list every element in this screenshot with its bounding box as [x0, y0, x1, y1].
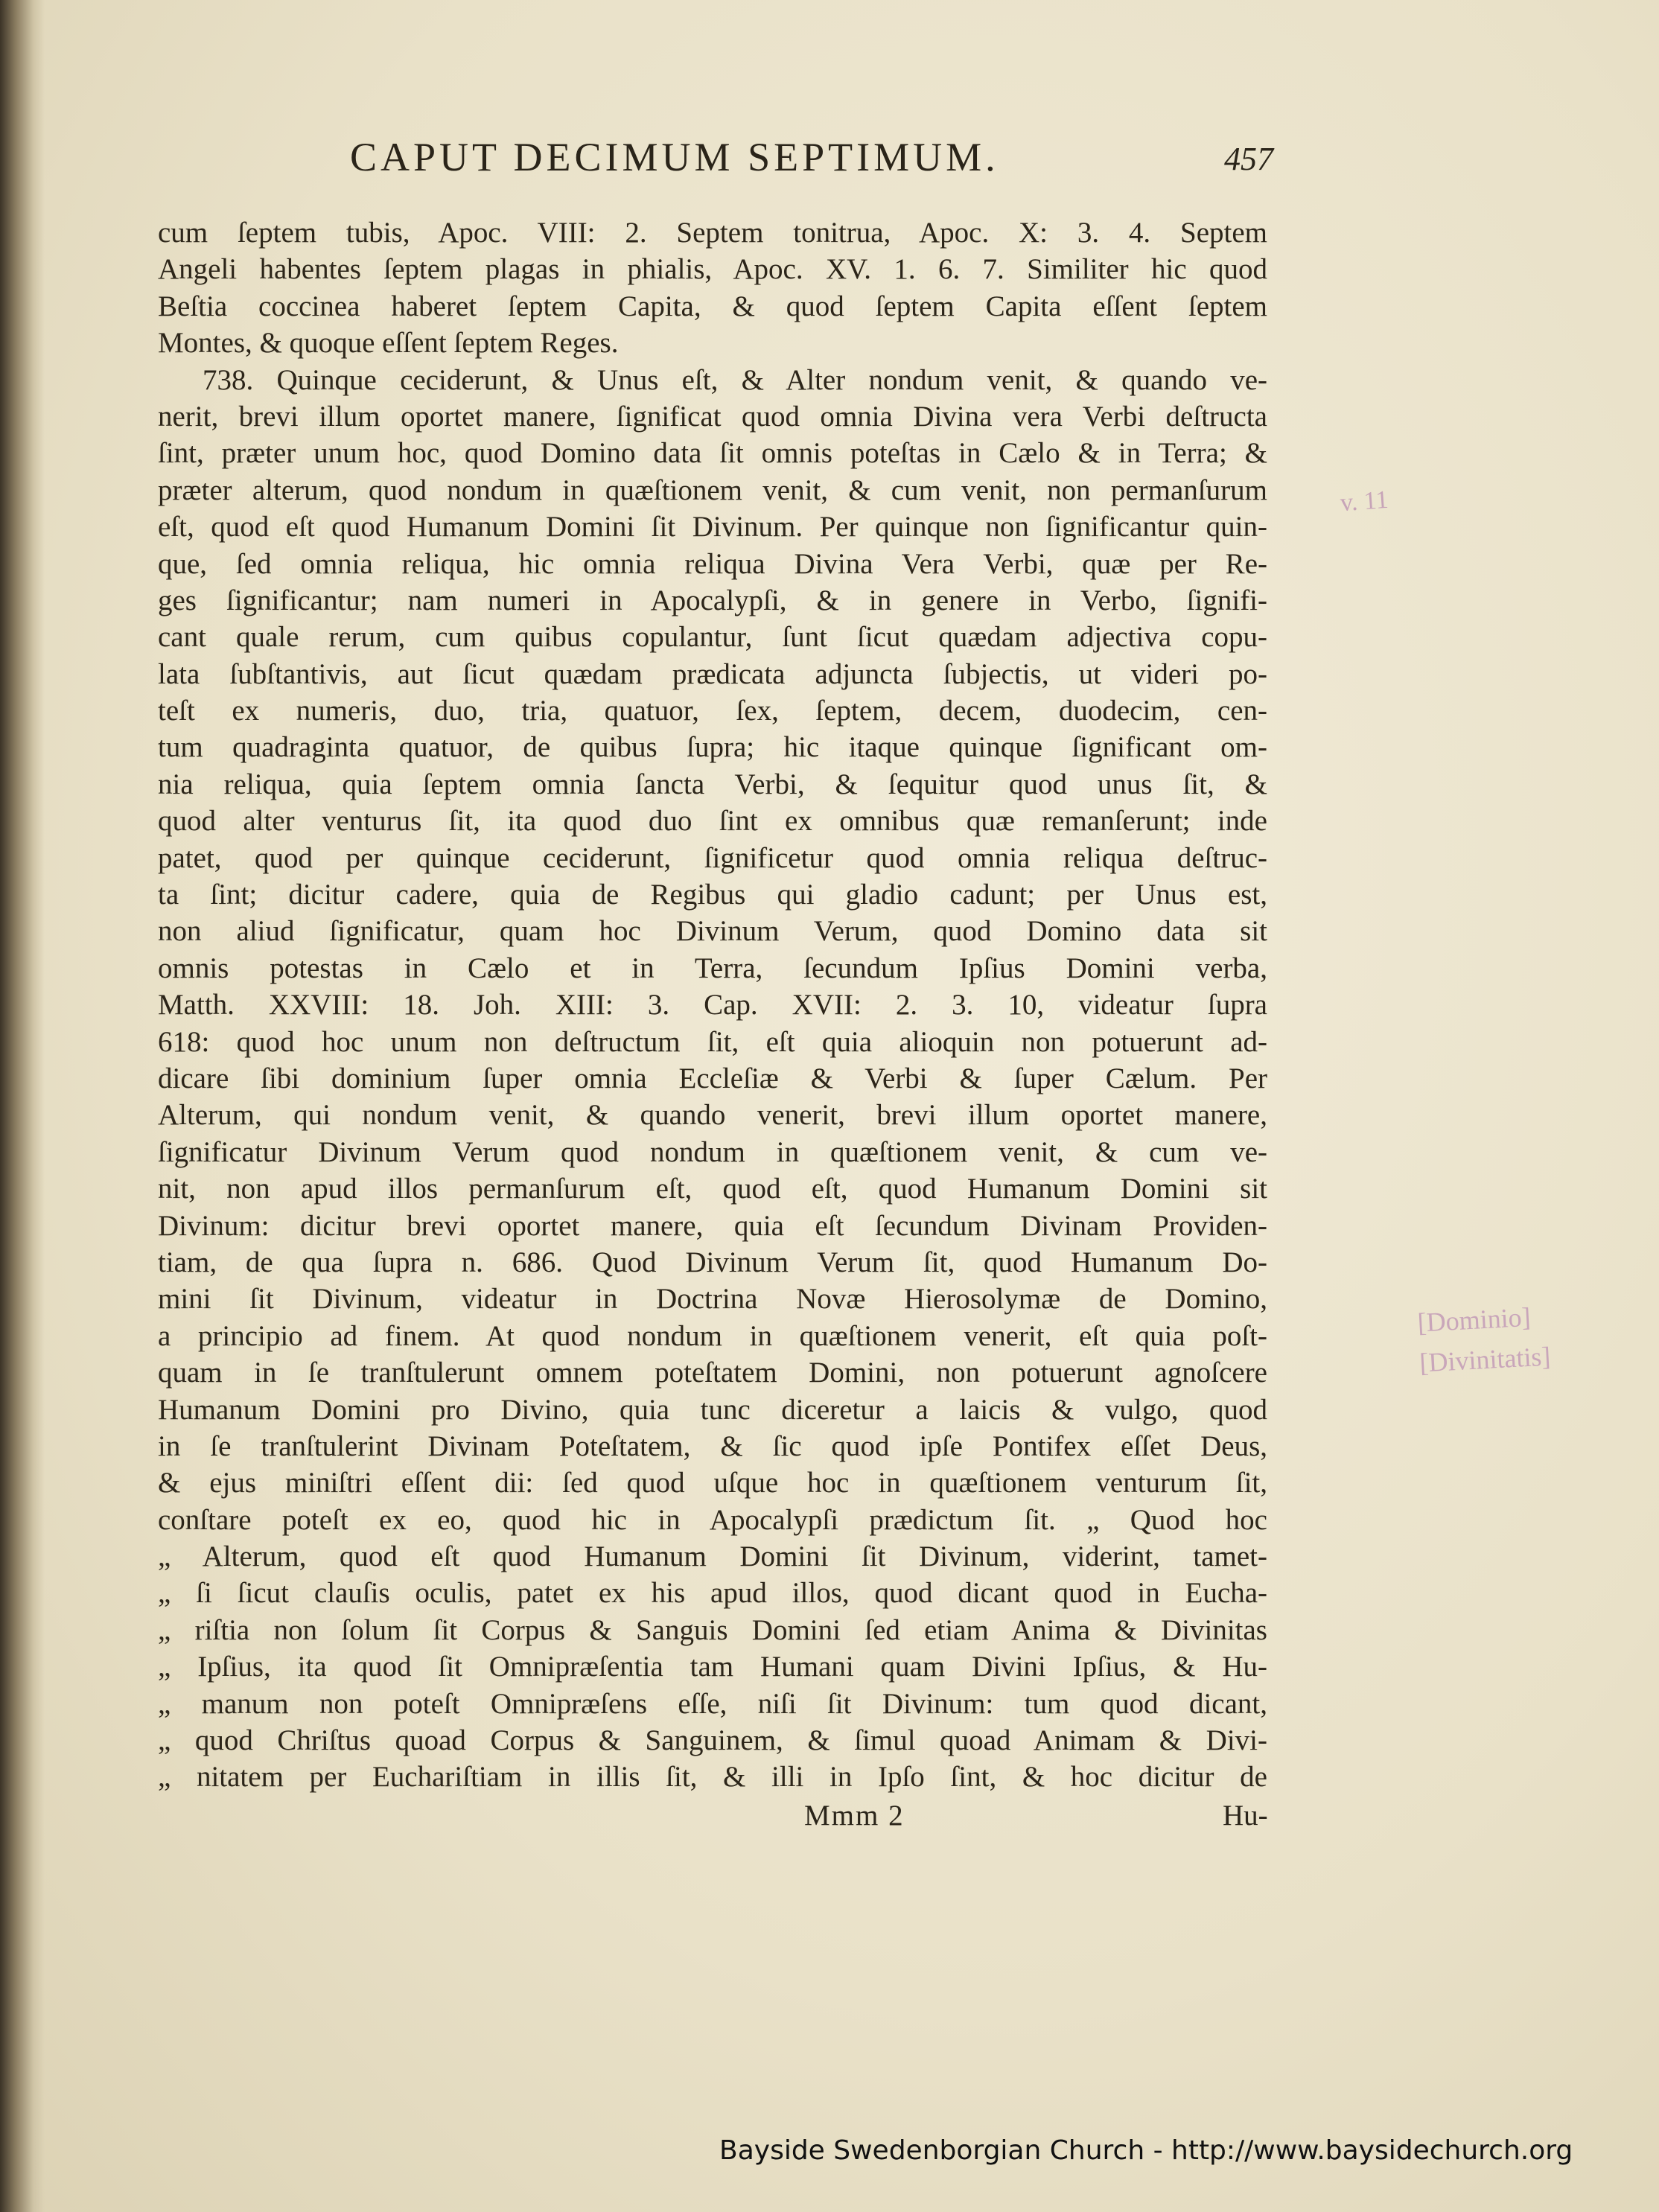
text-line: „ nitatem per Euchariſtiam in illis ſit, & illi in Ipſo ſint, & hoc dicitur de [158, 1761, 1267, 1794]
text-line: quam in ſe tranſtulerunt omnem poteſtatem Domini, non potuerunt agnoſcere [158, 1357, 1267, 1389]
text-line: Angeli habentes ſeptem plagas in phialis, Apoc. XV. 1. 6. 7. Similiter hic quod [158, 253, 1267, 286]
text-line: patet, quod per quinque ceciderunt, ſignificetur quod omnia reliqua deſtruc- [158, 841, 1267, 874]
text-line: 738. Quinque ceciderunt, & Unus eſt, & Alter nondum venit, & quando ve- [203, 363, 1267, 396]
text-line: Matth. XXVIII: 18. Joh. XIII: 3. Cap. XVII: 2. 3. 10, videatur ſupra [158, 989, 1267, 1021]
text-line: nerit, brevi illum oportet manere, ſignificat quod omnia Divina vera Verbi deſtructa [158, 400, 1267, 433]
text-line: „ Alterum, quod eſt quod Humanum Domini ſit Divinum, viderint, tamet- [158, 1540, 1267, 1573]
text-line: 618: quod hoc unum non deſtructum ſit, eſt quia alioquin non potuerunt ad- [158, 1025, 1267, 1058]
text-line: nit, non apud illos permanſurum eſt, quod eſt, quod Humanum Domini sit [158, 1173, 1267, 1205]
text-line: teſt ex numeris, duo, tria, quatuor, ſex, ſeptem, decem, duodecim, cen- [158, 695, 1267, 727]
margin-note-line: [Dominio] [1416, 1301, 1532, 1338]
text-line: non aliud ſignificatur, quam hoc Divinum Verum, quod Domino data sit [158, 915, 1267, 948]
page-header [350, 134, 1273, 186]
body-text [158, 214, 1267, 1796]
running-head: CAPUT DECIMUM SEPTIMUM. [350, 135, 999, 179]
text-line: ſint, præter unum hoc, quod Domino data ſit omnis poteſtas in Cælo & in Terra; & [158, 437, 1267, 470]
text-line: ſignificatur Divinum Verum quod nondum in quæſtionem venit, & cum ve- [158, 1135, 1267, 1168]
signature-mark: Mmm 2 [804, 1800, 905, 1832]
text-line: mini ſit Divinum, videatur in Doctrina Novæ Hierosolymæ de Domino, [158, 1283, 1267, 1316]
text-line: ta ſint; dicitur cadere, quia de Regibus qui gladio cadunt; per Unus est, [158, 879, 1267, 911]
footer-credit: Bayside Swedenborgian Church - http://www.baysidechurch.org [719, 2135, 1573, 2166]
margin-note: v. 11 [1339, 485, 1389, 517]
text-line: lata ſubſtantivis, aut ſicut quædam prædicata adjuncta ſubjectis, ut videri po- [158, 657, 1267, 690]
text-line: cant quale rerum, cum quibus copulantur, ſunt ſicut quædam adjectiva copu- [158, 621, 1267, 654]
text-line: ges ſignificantur; nam numeri in Apocalypſi, & in genere in Verbo, ſignifi- [158, 584, 1267, 616]
page-number: 457 [1224, 141, 1273, 177]
text-line: nia reliqua, quia ſeptem omnia ſancta Verbi, & ſequitur quod unus ſit, & [158, 768, 1267, 800]
text-line: conſtare poteſt ex eo, quod hic in Apocalypſi prædictum ſit. „ Quod hoc [158, 1503, 1267, 1536]
text-line: cum ſeptem tubis, Apoc. VIII: 2. Septem tonitrua, Apoc. X: 3. 4. Septem [158, 217, 1267, 249]
text-line: Humanum Domini pro Divino, quia tunc diceretur a laicis & vulgo, quod [158, 1393, 1267, 1426]
text-line: Montes, & quoque eſſent ſeptem Reges. [158, 327, 619, 360]
text-line: que, ſed omnia reliqua, hic omnia reliqua Divina Vera Verbi, quæ per Re- [158, 547, 1267, 580]
text-line: omnis potestas in Cælo et in Terra, ſecundum Ipſius Domini verba, [158, 952, 1267, 984]
text-line: „ Ipſius, ita quod ſit Omnipræſentia tam Humani quam Divini Ipſius, & Hu- [158, 1651, 1267, 1683]
margin-note-line: [Divinitatis] [1418, 1341, 1552, 1378]
text-line: quod alter venturus ſit, ita quod duo ſint ex omnibus quæ remanſerunt; inde [158, 805, 1267, 838]
text-line: tum quadraginta quatuor, de quibus ſupra; hic itaque quinque ſignificant om- [158, 731, 1267, 764]
text-line: „ riſtia non ſolum ſit Corpus & Sanguis Domini ſed etiam Anima & Divinitas [158, 1613, 1267, 1646]
text-line: „ manum non poteſt Omnipræſens eſſe, niſi ſit Divinum: tum quod dicant, [158, 1687, 1267, 1720]
text-line: a principio ad finem. At quod nondum in quæſtionem venerit, eſt quia poſt- [158, 1319, 1267, 1352]
text-line: eſt, quod eſt quod Humanum Domini ſit Divinum. Per quinque non ſignificantur quin- [158, 511, 1267, 544]
text-line: „ ſi ſicut clauſis oculis, patet ex his apud illos, quod dicant quod in Eucha- [158, 1577, 1267, 1610]
text-line: „ quod Chriſtus quoad Corpus & Sanguinem, & ſimul quoad Animam & Divi- [158, 1724, 1267, 1757]
text-line: præter alterum, quod nondum in quæſtionem venit, & cum venit, non permanſurum [158, 474, 1267, 506]
margin-note-bracketed [1416, 1295, 1551, 1383]
catchword: Hu- [1223, 1800, 1268, 1832]
book-gutter-shadow [0, 0, 45, 2212]
text-line: in ſe tranſtulerint Divinam Poteſtatem, & ſic quod ipſe Pontifex eſſet Deus, [158, 1429, 1267, 1462]
text-line: Alterum, qui nondum venit, & quando venerit, brevi illum oportet manere, [158, 1099, 1267, 1132]
text-line: Divinum: dicitur brevi oportet manere, quia eſt ſecundum Divinam Providen- [158, 1209, 1267, 1242]
text-line: tiam, de qua ſupra n. 686. Quod Divinum Verum ſit, quod Humanum Do- [158, 1246, 1267, 1278]
text-line: & ejus miniſtri eſſent dii: ſed quod uſque hoc in quæſtionem venturum ſit, [158, 1467, 1267, 1499]
text-line: dicare ſibi dominium ſuper omnia Eccleſiæ & Verbi & ſuper Cælum. Per [158, 1062, 1267, 1094]
text-line: Beſtia coccinea haberet ſeptem Capita, & quod ſeptem Capita eſſent ſeptem [158, 290, 1267, 322]
